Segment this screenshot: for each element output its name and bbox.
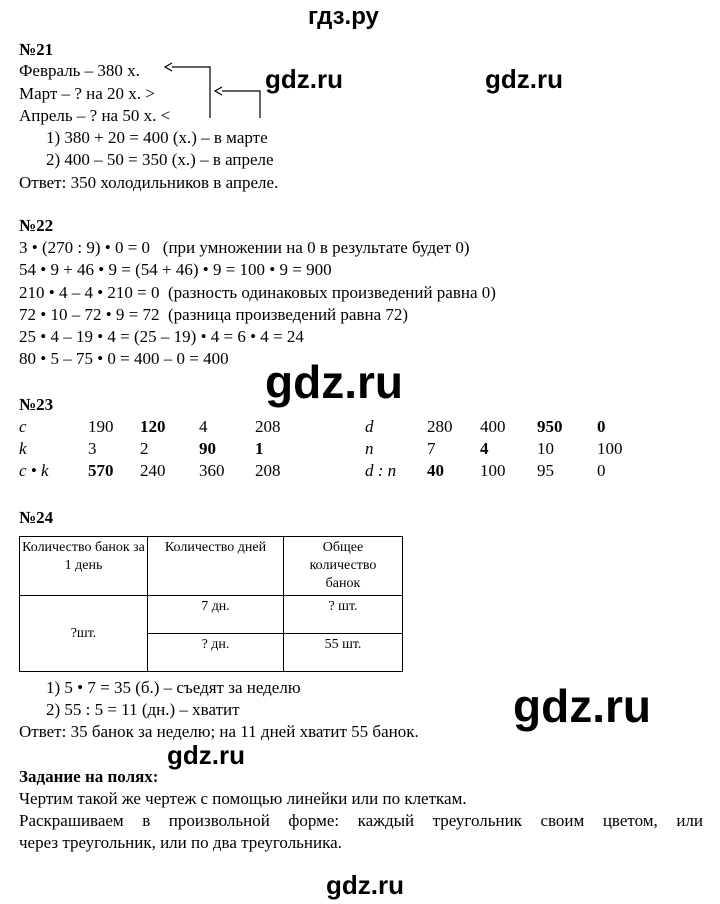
table-header: Количество банок за 1 день <box>20 537 148 596</box>
table-cell: 55 шт. <box>284 634 403 672</box>
task22-line: 210 • 4 – 4 • 210 = 0 (разность одинаковых произведений равна 0) <box>19 283 496 302</box>
task24-step: 2) 55 : 5 = 11 (дн.) – хватит <box>46 700 240 719</box>
t23-cell: 4 <box>199 417 208 436</box>
margin-task-line: через треугольник, или по два треугольника. <box>19 833 342 852</box>
site-header: гдз.ру <box>308 3 379 30</box>
t23-cell: 2 <box>140 439 149 458</box>
watermark: gdz.ru <box>485 64 563 94</box>
t23-cell: 190 <box>88 417 114 436</box>
task22-line: 72 • 10 – 72 • 9 = 72 (разница произведений равна 72) <box>19 305 409 324</box>
margin-task-title: Задание на полях: <box>19 767 159 786</box>
margin-task-line: Чертим такой же чертеж с помощью линейки или по клеткам. <box>19 789 467 808</box>
table-cell: 7 дн. <box>148 596 284 634</box>
table-cell: ? шт. <box>284 596 403 634</box>
t23-cell: 1 <box>255 439 264 458</box>
t23-cell: 400 <box>480 417 506 436</box>
task21-answer: Ответ: 350 холодильников в апреле. <box>19 173 279 192</box>
table-cell-per-day: ?шт. <box>20 596 148 672</box>
watermark: gdz.ru <box>265 64 343 94</box>
task24-table <box>19 536 403 672</box>
task22-title: №22 <box>19 216 54 235</box>
t23-cell: 4 <box>480 439 489 458</box>
task22-line: 80 • 5 – 75 • 0 = 400 – 0 = 400 <box>19 349 229 368</box>
t23-label-dn: d : n <box>365 461 397 480</box>
t23-label-d: d <box>365 417 374 436</box>
t23-cell: 40 <box>427 461 444 480</box>
t23-cell: 10 <box>537 439 554 458</box>
t23-cell: 100 <box>597 439 623 458</box>
t23-cell: 95 <box>537 461 554 480</box>
t23-cell: 240 <box>140 461 166 480</box>
table-header: Общее количество банок <box>284 537 403 596</box>
task22-line: 25 • 4 – 19 • 4 = (25 – 19) • 4 = 6 • 4 = 24 <box>19 327 304 346</box>
table-header: Количество дней <box>148 537 284 596</box>
table-cell: ? дн. <box>148 634 284 672</box>
t23-cell: 100 <box>480 461 506 480</box>
t23-cell: 950 <box>537 417 563 436</box>
task21-line: Апрель – ? на 50 х. < <box>19 106 171 125</box>
task21-title: №21 <box>19 40 54 59</box>
t23-cell: 208 <box>255 417 281 436</box>
t23-cell: 280 <box>427 417 453 436</box>
task24-title: №24 <box>19 508 54 527</box>
watermark: gdz.ru <box>513 680 651 732</box>
task24-answer: Ответ: 35 банок за неделю; на 11 дней хватит 55 банок. <box>19 722 419 741</box>
task22-line: 54 • 9 + 46 • 9 = (54 + 46) • 9 = 100 • 9 = 900 <box>19 260 332 279</box>
task21-line: Февраль – 380 х. <box>19 61 140 80</box>
t23-cell: 3 <box>88 439 97 458</box>
t23-cell: 7 <box>427 439 436 458</box>
t23-label-k: k <box>19 439 27 458</box>
t23-cell: 0 <box>597 461 606 480</box>
task23-title: №23 <box>19 395 54 414</box>
t23-label-c: c <box>19 417 27 436</box>
t23-cell: 0 <box>597 417 606 436</box>
t23-label-n: n <box>365 439 374 458</box>
t23-cell: 570 <box>88 461 114 480</box>
t23-label-ck: c • k <box>19 461 49 480</box>
t23-cell: 360 <box>199 461 225 480</box>
task21-step: 2) 400 – 50 = 350 (х.) – в апреле <box>46 150 274 169</box>
watermark: gdz.ru <box>265 356 403 408</box>
task22-line: 3 • (270 : 9) • 0 = 0 (при умножении на 0 в результате будет 0) <box>19 238 470 257</box>
task24-step: 1) 5 • 7 = 35 (б.) – съедят за неделю <box>46 678 301 697</box>
watermark: gdz.ru <box>326 870 404 900</box>
comparison-arrows <box>160 58 270 128</box>
task21-line: Март – ? на 20 х. > <box>19 84 155 103</box>
t23-cell: 90 <box>199 439 216 458</box>
watermark: gdz.ru <box>167 740 245 770</box>
t23-cell: 208 <box>255 461 281 480</box>
margin-task-line: Раскрашиваем в произвольной форме: каждый треугольник своим цветом, или <box>19 811 703 830</box>
t23-cell: 120 <box>140 417 166 436</box>
task21-step: 1) 380 + 20 = 400 (х.) – в марте <box>46 128 268 147</box>
